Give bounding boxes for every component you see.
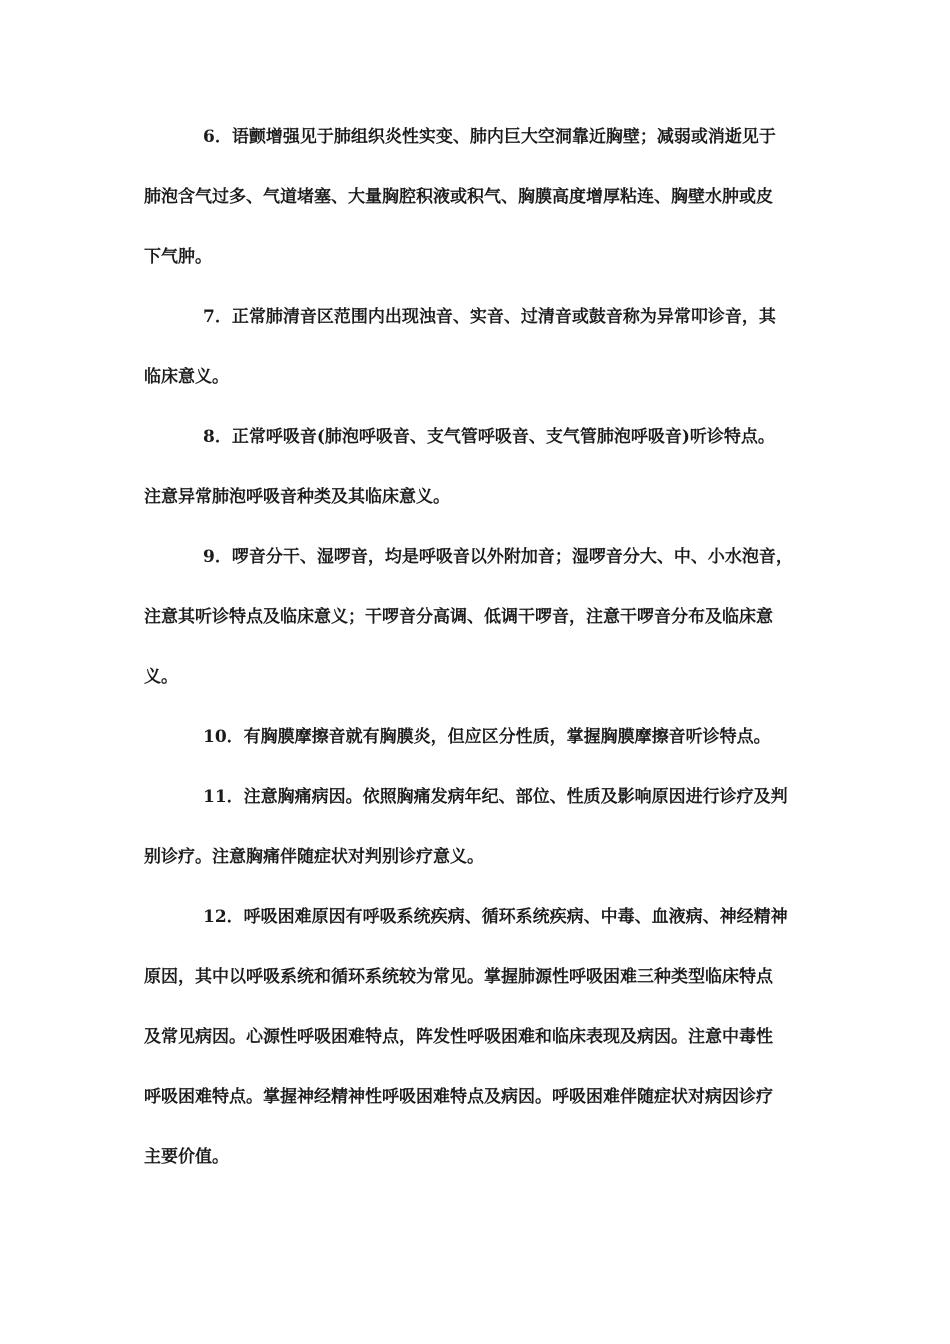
item-12-line-1: 12．呼吸困难原因有呼吸系统疾病、循环系统疾病、中毒、血液病、神经精神 [203, 907, 788, 927]
item-8-line-1: 8．正常呼吸音(肺泡呼吸音、支气管呼吸音、支气管肺泡呼吸音)听诊特点。 [203, 427, 775, 447]
item-6-line-3: 下气肿。 [144, 247, 212, 267]
item-8-line-2: 注意异常肺泡呼吸音种类及其临床意义。 [144, 487, 450, 507]
item-7-line-1: 7．正常肺清音区范围内出现浊音、实音、过清音或鼓音称为异常叩诊音，其 [203, 307, 776, 327]
item-11-line-2: 别诊疗。注意胸痛伴随症状对判别诊疗意义。 [144, 847, 484, 867]
item-6-line-2: 肺泡含气过多、气道堵塞、大量胸腔积液或积气、胸膜高度增厚粘连、胸壁水肿或皮 [144, 187, 773, 207]
item-9-line-2: 注意其听诊特点及临床意义；干啰音分高调、低调干啰音，注意干啰音分布及临床意 [144, 607, 773, 627]
item-6-line-1: 6．语颤增强见于肺组织炎性实变、肺内巨大空洞靠近胸壁；减弱或消逝见于 [203, 127, 776, 147]
item-9-line-3: 义。 [144, 667, 178, 687]
item-10-line-1: 10．有胸膜摩擦音就有胸膜炎，但应区分性质，掌握胸膜摩擦音听诊特点。 [203, 727, 771, 747]
item-9-line-1: 9．啰音分干、湿啰音，均是呼吸音以外附加音；湿啰音分大、中、小水泡音， [203, 547, 793, 567]
item-12-line-5: 主要价值。 [144, 1147, 229, 1167]
item-7-line-2: 临床意义。 [144, 367, 229, 387]
item-12-line-2: 原因，其中以呼吸系统和循环系统较为常见。掌握肺源性呼吸困难三种类型临床特点 [144, 967, 773, 987]
item-12-line-4: 呼吸困难特点。掌握神经精神性呼吸困难特点及病因。呼吸困难伴随症状对病因诊疗 [144, 1087, 773, 1107]
item-12-line-3: 及常见病因。心源性呼吸困难特点，阵发性呼吸困难和临床表现及病因。注意中毒性 [144, 1027, 773, 1047]
item-11-line-1: 11．注意胸痛病因。依照胸痛发病年纪、部位、性质及影响原因进行诊疗及判 [203, 787, 788, 807]
